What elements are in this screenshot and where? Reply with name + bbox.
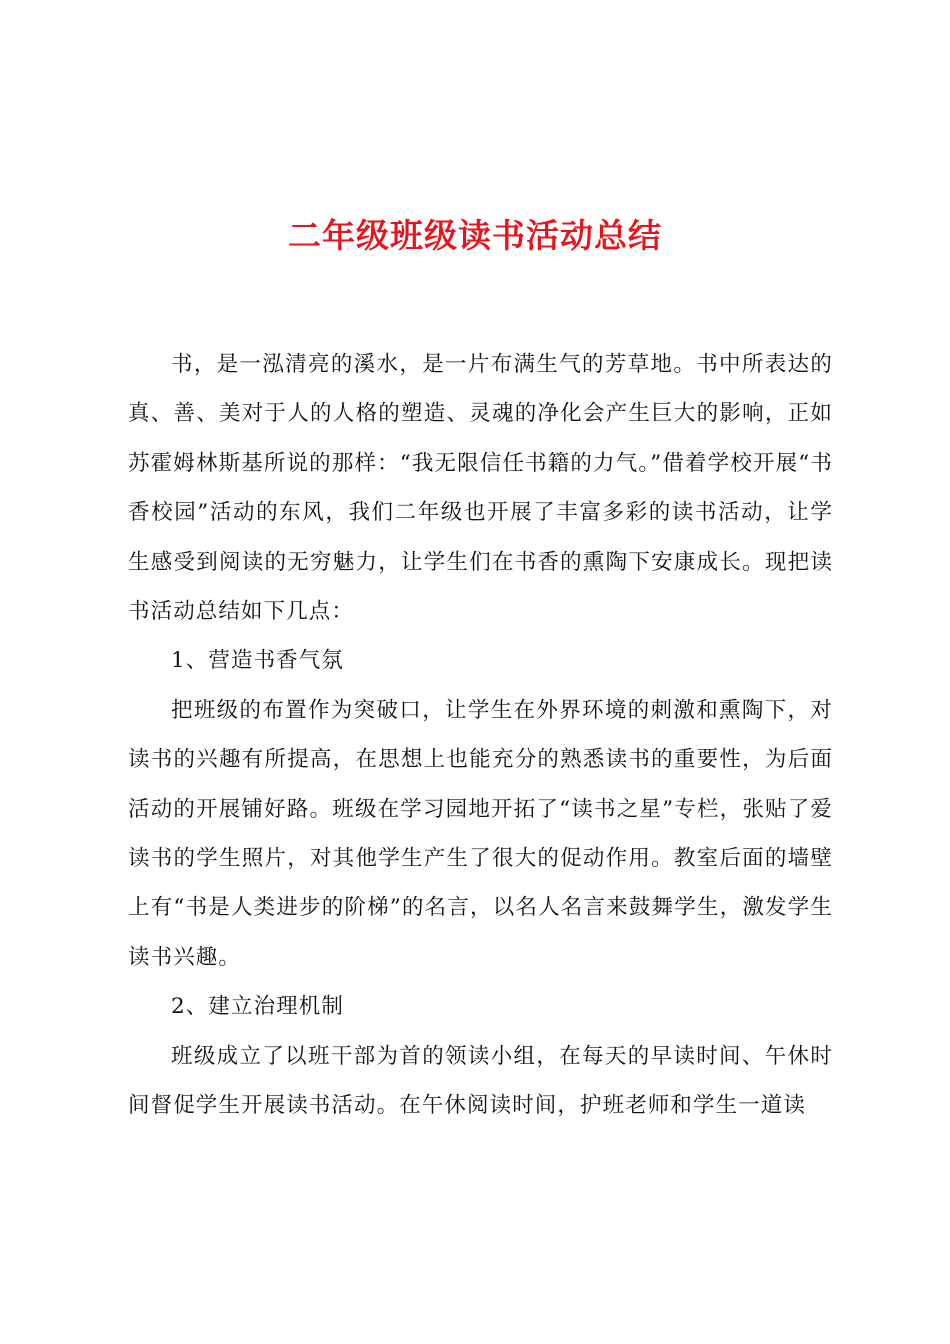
- intro-paragraph: 书，是一泓清亮的溪水，是一片布满生气的芳草地。书中所表达的真、善、美对于人的人格的塑造、灵魂的净化会产生巨大的影响，正如苏霍姆林斯基所说的那样：“我无限信任书籍的力气。”借着学校开展“书香校园”活动的东风，我们二年级也开展了丰富多彩的读书活动，让学生感受到阅读的无穷魅力，让学生们在书香的熏陶下安康成长。现把读书活动总结如下几点：: [128, 352, 833, 625]
- section-1-paragraph: 把班级的布置作为突破口，让学生在外界环境的刺激和熏陶下，对读书的兴趣有所提高，在思想上也能充分的熟悉读书的重要性，为后面活动的开展铺好路。班级在学习园地开拓了“读书之星”专栏，张贴了爱读书的学生照片，对其他学生产生了很大的促动作用。教室后面的墙壁上有“书是人类进步的阶梯”的名言，以名人名言来鼓舞学生，激发学生读书兴趣。: [128, 697, 833, 970]
- section-heading-2: 2、建立治理机制: [171, 994, 344, 1020]
- document-title: 二年级班级读书活动总结: [288, 216, 662, 255]
- section-heading-1: 1、营造书香气氛: [171, 648, 344, 674]
- document-body: [128, 340, 833, 1131]
- section-2-paragraph: 班级成立了以班干部为首的领读小组，在每天的早读时间、午休时间督促学生开展读书活动。在午休阅读时间，护班老师和学生一道读: [128, 1043, 833, 1119]
